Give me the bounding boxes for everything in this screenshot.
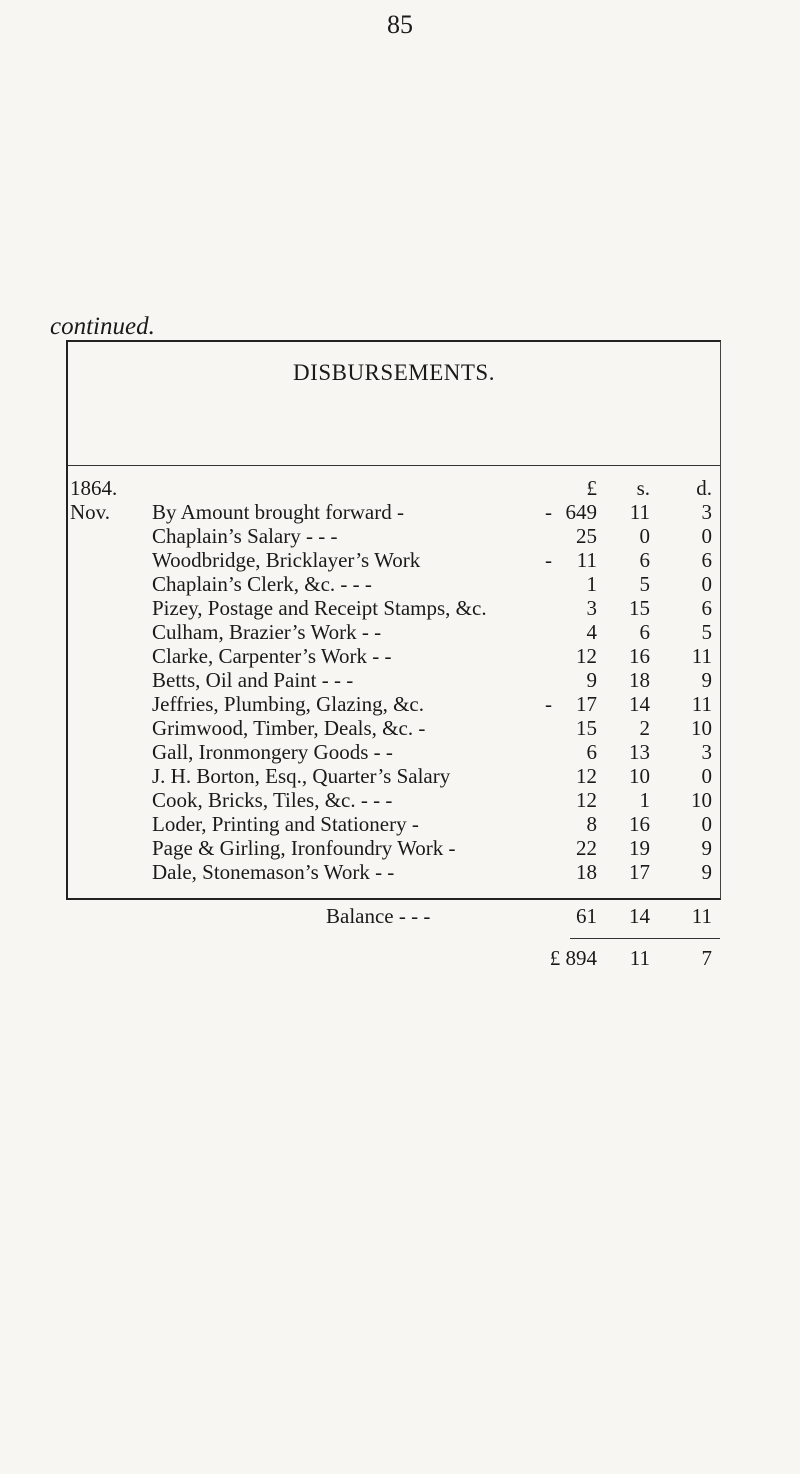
- row-pence: 9: [701, 860, 712, 884]
- title-divider: [68, 465, 720, 466]
- row-leader-dash: -: [545, 692, 552, 716]
- table-row: [68, 836, 720, 860]
- balance-pence: 11: [691, 904, 712, 928]
- row-shillings: 0: [639, 524, 650, 548]
- row-description: Loder, Printing and Stationery -: [152, 812, 419, 836]
- table-rows: [68, 476, 720, 970]
- row-description: Page & Girling, Ironfoundry Work -: [152, 836, 456, 860]
- table-title: DISBURSEMENTS.: [293, 360, 495, 385]
- balance-shillings: 14: [629, 904, 650, 928]
- row-pounds: 6: [586, 740, 597, 764]
- row-description: Gall, Ironmongery Goods - -: [152, 740, 393, 764]
- header-row: [68, 476, 720, 500]
- sum-rule-wrap: [68, 928, 720, 946]
- table-row: [68, 620, 720, 644]
- row-pounds: 4: [586, 620, 597, 644]
- total-pounds: £ 894: [549, 946, 597, 970]
- total-row: [68, 946, 720, 970]
- table-row: [68, 668, 720, 692]
- row-pounds: 8: [586, 812, 597, 836]
- row-pence: 6: [701, 596, 712, 620]
- row-description: Chaplain’s Salary - - -: [152, 524, 338, 548]
- row-pence: 10: [691, 788, 712, 812]
- row-pounds: 18: [576, 860, 597, 884]
- row-description: Culham, Brazier’s Work - -: [152, 620, 382, 644]
- row-pence: 5: [701, 620, 712, 644]
- balance-label: Balance - - -: [326, 904, 431, 928]
- row-description: Pizey, Postage and Receipt Stamps, &c.: [152, 596, 487, 620]
- row-description: Clarke, Carpenter’s Work - -: [152, 644, 392, 668]
- row-description: Chaplain’s Clerk, &c. - - -: [152, 572, 372, 596]
- row-shillings: 11: [629, 500, 650, 524]
- row-shillings: 17: [629, 860, 650, 884]
- row-pounds: 17: [576, 692, 597, 716]
- row-shillings: 14: [629, 692, 650, 716]
- pence-header: d.: [696, 476, 712, 500]
- row-shillings: 16: [629, 812, 650, 836]
- table-row: [68, 644, 720, 668]
- row-description: Jeffries, Plumbing, Glazing, &c.: [152, 692, 424, 716]
- continued-label: continued.: [50, 313, 155, 340]
- row-shillings: 18: [629, 668, 650, 692]
- row-pence: 0: [701, 524, 712, 548]
- row-leader-dash: -: [545, 548, 552, 572]
- balance-pounds: 61: [576, 904, 597, 928]
- row-shillings: 6: [639, 620, 650, 644]
- row-description: J. H. Borton, Esq., Quarter’s Salary: [152, 764, 451, 788]
- row-month: Nov.: [70, 500, 111, 524]
- table-row: [68, 500, 720, 524]
- page-number: 85: [387, 10, 413, 39]
- row-shillings: 6: [639, 548, 650, 572]
- table-row: [68, 572, 720, 596]
- row-pounds: 9: [586, 668, 597, 692]
- row-description: Cook, Bricks, Tiles, &c. - - -: [152, 788, 393, 812]
- row-shillings: 16: [629, 644, 650, 668]
- row-description: Betts, Oil and Paint - - -: [152, 668, 354, 692]
- row-description: Woodbridge, Bricklayer’s Work: [152, 548, 421, 572]
- row-pence: 9: [701, 668, 712, 692]
- row-pounds: 12: [576, 644, 597, 668]
- row-shillings: 2: [639, 716, 650, 740]
- row-pounds: 1: [586, 572, 597, 596]
- row-pounds: 22: [576, 836, 597, 860]
- row-pounds: 15: [576, 716, 597, 740]
- row-pounds: 649: [565, 500, 597, 524]
- table-row: [68, 740, 720, 764]
- row-pence: 6: [701, 548, 712, 572]
- table-row: [68, 596, 720, 620]
- row-pounds: 25: [576, 524, 597, 548]
- entry-rows: [68, 500, 720, 884]
- row-pence: 3: [701, 740, 712, 764]
- row-pounds: 12: [576, 788, 597, 812]
- row-pounds: 11: [576, 548, 597, 572]
- row-shillings: 19: [629, 836, 650, 860]
- sum-rule: [570, 938, 720, 939]
- row-pence: 10: [691, 716, 712, 740]
- table-row: [68, 716, 720, 740]
- shillings-header: s.: [636, 476, 650, 500]
- row-pence: 0: [701, 572, 712, 596]
- table-row: [68, 860, 720, 884]
- table-row: [68, 788, 720, 812]
- row-leader-dash: -: [545, 500, 552, 524]
- total-shillings: 11: [629, 946, 650, 970]
- row-description: Dale, Stonemason’s Work - -: [152, 860, 395, 884]
- total-pence: 7: [701, 946, 712, 970]
- pounds-header: £: [586, 476, 597, 500]
- row-pounds: 12: [576, 764, 597, 788]
- year-label: 1864.: [70, 476, 118, 500]
- row-pence: 0: [701, 764, 712, 788]
- row-description: By Amount brought forward -: [152, 500, 404, 524]
- row-pence: 3: [701, 500, 712, 524]
- row-pence: 11: [691, 692, 712, 716]
- row-shillings: 13: [629, 740, 650, 764]
- row-pence: 0: [701, 812, 712, 836]
- row-pence: 9: [701, 836, 712, 860]
- row-pence: 11: [691, 644, 712, 668]
- table-row: [68, 692, 720, 716]
- table-row: [68, 812, 720, 836]
- row-shillings: 5: [639, 572, 650, 596]
- table-row: [68, 764, 720, 788]
- row-description: Grimwood, Timber, Deals, &c. -: [152, 716, 426, 740]
- balance-row: [68, 904, 720, 928]
- table-row: [68, 548, 720, 572]
- row-shillings: 1: [639, 788, 650, 812]
- disbursements-table: [66, 340, 721, 970]
- row-shillings: 10: [629, 764, 650, 788]
- row-pounds: 3: [586, 596, 597, 620]
- row-shillings: 15: [629, 596, 650, 620]
- table-row: [68, 524, 720, 548]
